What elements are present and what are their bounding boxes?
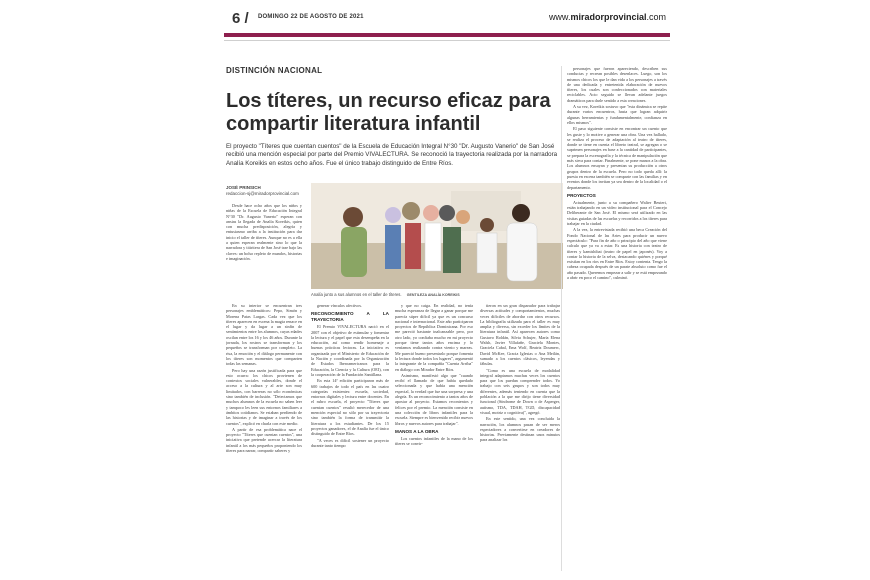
paragraph: En su interior se encuentran tres personajes emblemáticos: Pepo, Simón y Morena Patas Largas. Cada vez que los títeres aparecen en escena la magia renace en el lugar y da lugar a un sinfín de sentimientos entre los alumnos, cuyas edades oscilan entre los 16 y los 46 años. Durante la jornada, los rostros se transforman y los pequeños se transforman por completo. La risa, la emoción y el diálogo permanente con los títeres son momentos que comparten todas las semanas. [226,303,302,367]
paragraph: y que no caiga. En realidad, no tenía mucha esperanza de llegar a ganar porque me parecía súper difícil ya que es un concurso nacional e internacional. Este año participaron proyectos de República Dominicana. Por eso me pareció bastante inalcanzable pero, por otro lado, yo confiaba mucho en mi proyecto porque tiene tantos años encima y lo veníamos realizando contra viento y mareas. Me pareció bueno presentarlo porque fomenta la lectura donde todos los lugares", argumentó la integrante de la compañía "Cuenta Arriba" en diálogo con Mirador Entre Ríos. [395,303,473,372]
photo-caption-text: Analía junto a sus alumnos en el taller de títeres. [311,292,402,297]
photo-illustration [311,183,563,289]
byline-email: redaccion-sj@miradorprovincial.com [226,191,299,196]
site-url-suffix: .com [646,12,666,22]
text-column-2 [226,303,302,573]
paragraph: Asimismo, manifestó algo que "cuando recibí el llamado de que había quedado seleccionada y que había una mención especial, la verdad que fue una sorpresa y una alegría. Es un reconocimiento a tantos años de apostar al proyecto. Estamos recontentos y felices por el premio. La mención consiste en una colección de libros infantiles para la escuela. Siempre es bienvenido recibir nuevos libros y nuevos autores para trabajar". [395,372,473,426]
site-url [549,12,666,22]
paragraph: "A veces es difícil sostener un proyecto durante tanto tiempo [311,437,389,448]
header-accent-bar [224,33,670,37]
column-divider [561,66,562,571]
paragraph: El Premio VIVALECTURA nació en el 2007 con el objetivo de estimular y fomentar la lectura y el papel que esta desempeña en la educación, así como rendir homenaje a buenas prácticas lectoras. La iniciativa es organizada por el Ministerio de Educación de la Nación y coordinada por la Organización de Estados Iberoamericanos para la Educación, la Ciencia y la Cultura (OEI), con la cooperación de la Fundación Santillana. [311,324,389,377]
paragraph: A partir de esa problemática nace el proyecto "Títeres que cuentan cuentos", una iniciativa que pretende acercar la literatura infantil a los más pequeños proponiendo los títeres para narrar, compartir saberes y [226,426,302,454]
text-column-1 [226,203,302,289]
site-url-prefix: www. [548,12,571,22]
paragraph: "Como es una escuela de modalidad integral adaptamos muchas veces los cuentos para que los puedan comprender todos. Yo trabajo con seis grupos y son todos muy diferentes, además teniendo en cuenta que la población a la que me dirijo tiene diversidad funcional (Síndrome de Down o de Asperger, autismo, TDA, TDAH, TGD, discapacidad visual, motriz o cognitiva)", agregó. [480,367,560,415]
byline [226,185,302,197]
paragraph: Actualmente, junto a su compañero Walter Beuteri, están trabajando en un video institucional para el Concejo Deliberante de San José. El mismo será utilizado en las visitas guiadas de las escuelas y recorridos a los títeres para trabajar en la ciudad. [567,199,667,227]
page-header [224,8,670,30]
site-url-brand: miradorprovincial [570,12,647,22]
text-column-6 [567,66,667,573]
section-label: DISTINCIÓN NACIONAL [226,66,323,75]
subheading: RECONOCIMIENTO A LA TRAYECTORIA [311,311,389,323]
paragraph: El paso siguiente consiste en encontrar un cuento que les guste y lo motive a generar una obra. Una vez hallado, se realiza el proceso de adaptación al teatro de títeres, donde se tiene en cuenta el libreto teatral, se agregan o se suprimen personajes en base a la cantidad de participantes, se prepara la escenografía y la técnica de manipulación que más sirva para contar. Finalmente, se pone manos a la obra. Los alumnos ensayan y presentan su producción a otros grupos dentro de la escuela. Pero no todo queda allí: la puesta en escena también se comparte con las familias y en eventos donde los invitan ya sea dentro de la localidad o el departamento. [567,126,667,190]
article-lead: El proyecto "Títeres que cuentan cuentos" de la Escuela de Educación Integral N°30 "Dr. Augusto Vanerio" de San José recibió una mención especial por parte del Premio VIVALECTURA. Se reconoció la trayectoria realizada por la narradora Analía Koreikis en estos ocho años. Fue el único trabajo distinguido de Entre Ríos. [226,143,558,167]
paragraph: generar vínculos afectivos. [317,303,362,308]
paragraph: personajes que fueron apareciendo, describen sus conductas y recrean posibles desenlaces. Luego, son los mismos chicos los que le dan vida a los personajes a través de una dedicada y entretenida elaboración de nuevos títeres, los cuales son confeccionados con materiales reciclables. Acto seguido se llevan adelante juegos dramáticos para darle sentido a esta creaciones. [567,66,667,103]
subheading: MANOS A LA OBRA [395,428,439,434]
issue-date: DOMINGO 22 DE AGOSTO DE 2021 [258,14,364,20]
text-column-4 [395,303,473,573]
paragraph: En este sentido, una vez concluida la narración, los alumnos pasan de ser meros espectadores a convertirse en creadores de historias. Previamente destinan unos minutos para analizar los [480,416,560,443]
article-photo [311,183,563,289]
paragraph: A la vez, la entrevistada recibió una beca Creación del Fondo Nacional de las Artes para producir un nuevo espectáculo: "Para fin de año o principio del año que viene calculo que ya va a estar. Es una historia con teatro de títeres y kamishibai (teatro de papel en japonés). Voy a contar la historia de la selva, destacando quiénes y porqué existían en los ríos en Entre Ríos. Estoy contenta. Tengo la cabeza ocupada después de un parate absoluto como fue el año pasado. Queremos empezar a salir y se está empezando a abrir en poco el camino", culminó. [567,227,667,280]
page-number: 6 / [232,10,249,27]
newspaper-page [224,0,670,580]
paragraph: A su vez, Koreikis sostuvo que "esta dinámica se repite durante varios encuentros, hasta que logran adquirir algunas herramientas y fundamentalmente, confianza en ellos mismos". [567,104,667,125]
paragraph: Los cuentos infantiles de la mano de los títeres se convir- [395,435,473,447]
text-column-3 [311,303,389,573]
paragraph: tieron en un gran disparador para trabajar diversas actitudes y comportamientos, muchas veces difíciles de abordar con otros recursos. La bibliografía utilizada para el taller es muy amplia y diversa, sin exceder los límites de la literatura infantil. Así aparecen autores como Gustavo Roldán, Silvia Schujer, María Elena Walsh, Javier Villafañe, Graciela Montes, Graciela Cabal, Ema Wolf, Beatriz Doumerc, David McKee, Gracia Iglesias o Ana Meilán, sumado a los cuentos clásicos, leyendas y fábulas. [480,303,560,367]
paragraph: Pero hay una razón justificada para que esto ocurra: los chicos provienen de contextos sociales vulnerables, donde el acceso a la cultura y al arte son muy limitados, con barreras no sólo económicas sino también de inclusión. "Detectamos que muchos alumnos de la escuela no saben leer y tampoco les leen sus entornos familiares a ámbitos cotidianos. Se estaban perdiendo de las historias y de imaginar a través de los cuentos", explicó en charla con este medio. [226,367,302,426]
photo-caption [311,292,563,297]
byline-name: JOSÉ PRINSICH [226,185,261,190]
paragraph: Desde hace ocho años que los niños y niñas de la Escuela de Educación Integral N°30 "Dr. Augusto Vanerio" esperan con ansias la llegada de Analía Koreikis, quien con mucha predisposición, alegría y entusiasmo arriba a la institución para dar inicio el taller de títeres. Aunque no es a ella a quien esperan realmente sino lo que la narradora y titiritera de San José trae bajo las claves: un bolso repleto de mundos, historias e imaginación. [226,203,302,261]
subheading: PROYECTOS [567,192,596,198]
article-title: Los títeres, un recurso eficaz para compartir literatura infantil [226,90,551,135]
photo-credit: GENTILEZA ANALÍA KOREIKIS [406,293,460,297]
header-divider [224,40,670,41]
paragraph: En esta 14ª edición participaron más de 600 trabajos de todo el país en las cuatro categorías existentes: escuela, sociedad, entornos digitales y lectura entre docentes. En el rubro escuela, el proyecto "Títeres que cuentan cuentos" resultó merecedor de una mención especial no sólo por su trayectoria sino también la forma de transmitir la literatura a los estudiantes. De los 15 proyectos ganadores, el de Analía fue el único distinguido de Entre Ríos. [311,378,389,437]
text-column-5 [480,303,560,573]
